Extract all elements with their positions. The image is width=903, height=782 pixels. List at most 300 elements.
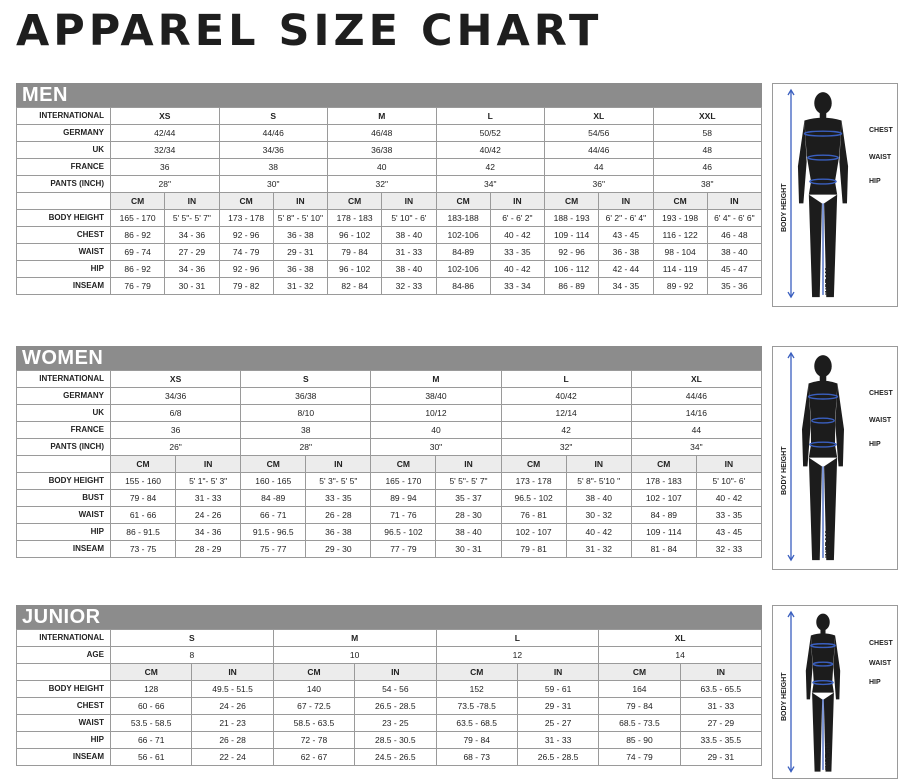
- row-label: UK: [17, 142, 111, 159]
- conversion-cell: 10: [273, 647, 436, 664]
- conversion-cell: 14: [599, 647, 762, 664]
- size-header-cell: XL: [631, 371, 761, 388]
- row-label: CHEST: [17, 227, 111, 244]
- measure-cell: 31 - 33: [517, 732, 598, 749]
- women-section: [16, 346, 762, 558]
- conversion-cell: 36/38: [241, 388, 371, 405]
- row-label: FRANCE: [17, 422, 111, 439]
- measure-cell: 84 - 89: [631, 507, 696, 524]
- unit-in-cell: IN: [517, 664, 598, 681]
- hip-label: HIP: [869, 678, 881, 686]
- measure-cell: 30 - 31: [436, 541, 501, 558]
- conversion-cell: 48: [653, 142, 762, 159]
- measure-cell: 82 - 84: [328, 278, 382, 295]
- row-label: CHEST: [17, 698, 111, 715]
- measure-row: [17, 524, 762, 541]
- measure-cell: 5' 1"- 5' 3": [176, 473, 241, 490]
- measure-cell: 79 - 81: [501, 541, 566, 558]
- measure-cell: 49.5 - 51.5: [192, 681, 273, 698]
- unit-in-cell: IN: [707, 193, 761, 210]
- size-header-cell: L: [436, 108, 545, 125]
- size-header-cell: XL: [599, 630, 762, 647]
- measure-cell: 6' - 6' 2": [490, 210, 544, 227]
- unit-cm-cell: CM: [371, 456, 436, 473]
- size-header-cell: S: [111, 630, 274, 647]
- measure-cell: 66 - 71: [111, 732, 192, 749]
- chest-label: CHEST: [869, 639, 893, 647]
- conversion-cell: 42: [501, 422, 631, 439]
- women-size-table: [16, 370, 762, 558]
- measure-cell: 29 - 31: [517, 698, 598, 715]
- measure-cell: 73 - 75: [111, 541, 176, 558]
- section-heading-junior: JUNIOR: [16, 605, 762, 629]
- measure-cell: 28 - 30: [436, 507, 501, 524]
- measure-cell: 98 - 104: [653, 244, 707, 261]
- measure-cell: 59 - 61: [517, 681, 598, 698]
- measure-cell: 23 - 25: [355, 715, 436, 732]
- conversion-row: [17, 405, 762, 422]
- unit-row-spacer: [17, 664, 111, 681]
- measure-cell: 183-188: [436, 210, 490, 227]
- measure-cell: 102-106: [436, 261, 490, 278]
- conversion-cell: 42: [436, 159, 545, 176]
- unit-cm-cell: CM: [545, 193, 599, 210]
- conversion-cell: 38: [241, 422, 371, 439]
- measure-cell: 60 - 66: [111, 698, 192, 715]
- unit-row: [17, 456, 762, 473]
- row-label: INSEAM: [17, 278, 111, 295]
- unit-row-spacer: [17, 193, 111, 210]
- row-label: PANTS (INCH): [17, 176, 111, 193]
- measure-cell: 165 - 170: [111, 210, 165, 227]
- measure-cell: 30 - 31: [165, 278, 219, 295]
- measure-cell: 35 - 36: [707, 278, 761, 295]
- measure-cell: 62 - 67: [273, 749, 354, 766]
- measure-cell: 74 - 79: [219, 244, 273, 261]
- unit-cm-cell: CM: [111, 664, 192, 681]
- measure-cell: 178 - 183: [631, 473, 696, 490]
- measure-cell: 155 - 160: [111, 473, 176, 490]
- measure-cell: 152: [436, 681, 517, 698]
- measure-cell: 66 - 71: [241, 507, 306, 524]
- measure-cell: 45 - 47: [707, 261, 761, 278]
- row-label: FRANCE: [17, 159, 111, 176]
- unit-in-cell: IN: [355, 664, 436, 681]
- unit-cm-cell: CM: [599, 664, 680, 681]
- measure-cell: 79 - 82: [219, 278, 273, 295]
- measure-row: [17, 507, 762, 524]
- conversion-cell: 14/16: [631, 405, 761, 422]
- body-silhouette: [773, 84, 897, 306]
- size-header-cell: XS: [111, 371, 241, 388]
- measure-cell: 92 - 96: [545, 244, 599, 261]
- conversion-cell: 28": [241, 439, 371, 456]
- row-label: INTERNATIONAL: [17, 630, 111, 647]
- conversion-row: [17, 630, 762, 647]
- conversion-row: [17, 125, 762, 142]
- measure-cell: 28.5 - 30.5: [355, 732, 436, 749]
- measure-cell: 86 - 89: [545, 278, 599, 295]
- measure-cell: 86 - 92: [111, 227, 165, 244]
- unit-in-cell: IN: [599, 193, 653, 210]
- row-label: HIP: [17, 524, 111, 541]
- measure-cell: 84 -89: [241, 490, 306, 507]
- conversion-cell: 40: [371, 422, 501, 439]
- conversion-cell: 32": [328, 176, 437, 193]
- row-label: HIP: [17, 732, 111, 749]
- section-heading-women: WOMEN: [16, 346, 762, 370]
- measure-cell: 35 - 37: [436, 490, 501, 507]
- row-label: BODY HEIGHT: [17, 210, 111, 227]
- unit-row-spacer: [17, 456, 111, 473]
- measure-cell: 106 - 112: [545, 261, 599, 278]
- conversion-row: [17, 647, 762, 664]
- measure-cell: 21 - 23: [192, 715, 273, 732]
- conversion-cell: 46/48: [328, 125, 437, 142]
- measure-cell: 85 - 90: [599, 732, 680, 749]
- unit-in-cell: IN: [273, 193, 327, 210]
- unit-in-cell: IN: [382, 193, 436, 210]
- measure-cell: 53.5 - 58.5: [111, 715, 192, 732]
- conversion-cell: 58: [653, 125, 762, 142]
- measure-cell: 160 - 165: [241, 473, 306, 490]
- conversion-cell: 26": [111, 439, 241, 456]
- measure-cell: 188 - 193: [545, 210, 599, 227]
- conversion-cell: 38: [219, 159, 328, 176]
- measure-cell: 76 - 81: [501, 507, 566, 524]
- measure-cell: 86 - 92: [111, 261, 165, 278]
- measure-cell: 34 - 36: [176, 524, 241, 541]
- size-header-cell: XL: [545, 108, 654, 125]
- measure-cell: 73.5 -78.5: [436, 698, 517, 715]
- unit-cm-cell: CM: [501, 456, 566, 473]
- measure-cell: 69 - 74: [111, 244, 165, 261]
- size-header-cell: S: [219, 108, 328, 125]
- unit-cm-cell: CM: [273, 664, 354, 681]
- measure-cell: 34 - 36: [165, 227, 219, 244]
- size-header-cell: M: [273, 630, 436, 647]
- measure-cell: 96 - 102: [328, 227, 382, 244]
- measure-cell: 31 - 33: [176, 490, 241, 507]
- measure-cell: 38 - 40: [382, 261, 436, 278]
- measure-cell: 54 - 56: [355, 681, 436, 698]
- conversion-cell: 40/42: [436, 142, 545, 159]
- measure-cell: 26.5 - 28.5: [517, 749, 598, 766]
- measure-cell: 38 - 40: [382, 227, 436, 244]
- measure-cell: 128: [111, 681, 192, 698]
- measure-cell: 5' 3"- 5' 5": [306, 473, 371, 490]
- measure-cell: 79 - 84: [111, 490, 176, 507]
- unit-in-cell: IN: [490, 193, 544, 210]
- measure-cell: 33 - 35: [696, 507, 761, 524]
- measure-row: [17, 261, 762, 278]
- measure-cell: 61 - 66: [111, 507, 176, 524]
- conversion-cell: 36": [545, 176, 654, 193]
- measure-cell: 40 - 42: [490, 227, 544, 244]
- measure-row: [17, 278, 762, 295]
- conversion-cell: 12/14: [501, 405, 631, 422]
- row-label: BODY HEIGHT: [17, 473, 111, 490]
- row-label: BODY HEIGHT: [17, 681, 111, 698]
- row-label: INTERNATIONAL: [17, 371, 111, 388]
- measure-row: [17, 227, 762, 244]
- measure-cell: 5' 5"- 5' 7": [165, 210, 219, 227]
- measure-cell: 116 - 122: [653, 227, 707, 244]
- measure-cell: 96.5 - 102: [501, 490, 566, 507]
- conversion-row: [17, 422, 762, 439]
- measure-row: [17, 732, 762, 749]
- measure-cell: 81 - 84: [631, 541, 696, 558]
- measure-cell: 26 - 28: [192, 732, 273, 749]
- measure-cell: 27 - 29: [680, 715, 761, 732]
- conversion-row: [17, 176, 762, 193]
- waist-label: WAIST: [869, 416, 892, 424]
- conversion-cell: 36/38: [328, 142, 437, 159]
- size-header-cell: M: [371, 371, 501, 388]
- inseam-label: INSEAM: [825, 267, 832, 295]
- measure-cell: 31 - 33: [382, 244, 436, 261]
- measure-cell: 84-89: [436, 244, 490, 261]
- unit-in-cell: IN: [696, 456, 761, 473]
- conversion-row: [17, 371, 762, 388]
- measure-row: [17, 698, 762, 715]
- measure-cell: 36 - 38: [599, 244, 653, 261]
- size-header-cell: S: [241, 371, 371, 388]
- conversion-cell: 36: [111, 159, 220, 176]
- size-header-cell: L: [436, 630, 599, 647]
- measure-cell: 5' 10"- 6': [696, 473, 761, 490]
- measure-cell: 40 - 42: [490, 261, 544, 278]
- measure-cell: 63.5 - 68.5: [436, 715, 517, 732]
- measure-cell: 56 - 61: [111, 749, 192, 766]
- conversion-cell: 34/36: [111, 388, 241, 405]
- measure-cell: 102-106: [436, 227, 490, 244]
- conversion-cell: 34": [436, 176, 545, 193]
- measure-cell: 6' 2" - 6' 4": [599, 210, 653, 227]
- conversion-cell: 34/36: [219, 142, 328, 159]
- junior-figure-panel: [772, 605, 898, 779]
- body-silhouette: [773, 606, 897, 778]
- measure-cell: 33 - 35: [490, 244, 544, 261]
- measure-cell: 42 - 44: [599, 261, 653, 278]
- measure-cell: 24.5 - 26.5: [355, 749, 436, 766]
- measure-cell: 34 - 35: [599, 278, 653, 295]
- measure-cell: 72 - 78: [273, 732, 354, 749]
- measure-cell: 43 - 45: [696, 524, 761, 541]
- measure-cell: 26 - 28: [306, 507, 371, 524]
- unit-in-cell: IN: [436, 456, 501, 473]
- measure-cell: 102 - 107: [501, 524, 566, 541]
- conversion-cell: 32/34: [111, 142, 220, 159]
- measure-cell: 40 - 42: [566, 524, 631, 541]
- measure-cell: 109 - 114: [631, 524, 696, 541]
- measure-cell: 31 - 32: [566, 541, 631, 558]
- inseam-label: INSEAM: [825, 530, 832, 558]
- unit-cm-cell: CM: [111, 193, 165, 210]
- measure-cell: 5' 10" - 6': [382, 210, 436, 227]
- measure-cell: 25 - 27: [517, 715, 598, 732]
- conversion-cell: 8/10: [241, 405, 371, 422]
- measure-cell: 102 - 107: [631, 490, 696, 507]
- measure-cell: 58.5 - 63.5: [273, 715, 354, 732]
- measure-row: [17, 541, 762, 558]
- conversion-cell: 50/52: [436, 125, 545, 142]
- measure-cell: 32 - 33: [696, 541, 761, 558]
- unit-cm-cell: CM: [436, 664, 517, 681]
- measure-cell: 36 - 38: [273, 227, 327, 244]
- conversion-cell: 40: [328, 159, 437, 176]
- measure-cell: 32 - 33: [382, 278, 436, 295]
- row-label: AGE: [17, 647, 111, 664]
- measure-cell: 193 - 198: [653, 210, 707, 227]
- measure-cell: 24 - 26: [192, 698, 273, 715]
- conversion-row: [17, 388, 762, 405]
- unit-in-cell: IN: [176, 456, 241, 473]
- conversion-cell: 6/8: [111, 405, 241, 422]
- body-height-label: BODY HEIGHT: [781, 183, 788, 232]
- measure-cell: 109 - 114: [545, 227, 599, 244]
- measure-cell: 26.5 - 28.5: [355, 698, 436, 715]
- row-label: GERMANY: [17, 388, 111, 405]
- hip-label: HIP: [869, 177, 881, 185]
- measure-cell: 43 - 45: [599, 227, 653, 244]
- row-label: WAIST: [17, 244, 111, 261]
- junior-size-table: [16, 629, 762, 766]
- unit-cm-cell: CM: [436, 193, 490, 210]
- unit-in-cell: IN: [566, 456, 631, 473]
- row-label: PANTS (INCH): [17, 439, 111, 456]
- measure-row: [17, 715, 762, 732]
- hip-label: HIP: [869, 440, 881, 448]
- size-header-cell: L: [501, 371, 631, 388]
- conversion-cell: 44/46: [631, 388, 761, 405]
- measure-cell: 24 - 26: [176, 507, 241, 524]
- measure-cell: 34 - 36: [165, 261, 219, 278]
- chest-label: CHEST: [869, 127, 893, 135]
- measure-cell: 68 - 73: [436, 749, 517, 766]
- chest-label: CHEST: [869, 390, 893, 398]
- unit-cm-cell: CM: [653, 193, 707, 210]
- measure-cell: 29 - 31: [680, 749, 761, 766]
- measure-cell: 30 - 32: [566, 507, 631, 524]
- men-size-table: [16, 107, 762, 295]
- conversion-cell: 38": [653, 176, 762, 193]
- unit-in-cell: IN: [306, 456, 371, 473]
- conversion-cell: 40/42: [501, 388, 631, 405]
- measure-cell: 96 - 102: [328, 261, 382, 278]
- body-silhouette: [773, 347, 897, 569]
- measure-cell: 36 - 38: [306, 524, 371, 541]
- measure-cell: 67 - 72.5: [273, 698, 354, 715]
- measure-cell: 33 - 35: [306, 490, 371, 507]
- conversion-cell: 12: [436, 647, 599, 664]
- row-label: HIP: [17, 261, 111, 278]
- measure-row: [17, 490, 762, 507]
- measure-cell: 46 - 48: [707, 227, 761, 244]
- measure-cell: 29 - 31: [273, 244, 327, 261]
- measure-cell: 36 - 38: [273, 261, 327, 278]
- conversion-row: [17, 439, 762, 456]
- measure-cell: 33 - 34: [490, 278, 544, 295]
- measure-cell: 68.5 - 73.5: [599, 715, 680, 732]
- measure-cell: 33.5 - 35.5: [680, 732, 761, 749]
- unit-in-cell: IN: [192, 664, 273, 681]
- conversion-cell: 44: [631, 422, 761, 439]
- unit-cm-cell: CM: [111, 456, 176, 473]
- measure-cell: 76 - 79: [111, 278, 165, 295]
- page-title: APPAREL SIZE CHART: [16, 6, 603, 56]
- measure-row: [17, 244, 762, 261]
- measure-cell: 28 - 29: [176, 541, 241, 558]
- measure-cell: 89 - 92: [653, 278, 707, 295]
- measure-cell: 77 - 79: [371, 541, 436, 558]
- measure-row: [17, 210, 762, 227]
- size-header-cell: M: [328, 108, 437, 125]
- row-label: WAIST: [17, 507, 111, 524]
- unit-cm-cell: CM: [219, 193, 273, 210]
- measure-cell: 71 - 76: [371, 507, 436, 524]
- measure-cell: 5' 5"- 5' 7": [436, 473, 501, 490]
- measure-cell: 6' 4" - 6' 6": [707, 210, 761, 227]
- measure-cell: 173 - 178: [501, 473, 566, 490]
- conversion-row: [17, 142, 762, 159]
- men-figure-panel: [772, 83, 898, 307]
- conversion-cell: 54/56: [545, 125, 654, 142]
- measure-row: [17, 749, 762, 766]
- measure-row: [17, 473, 762, 490]
- unit-cm-cell: CM: [241, 456, 306, 473]
- measure-cell: 165 - 170: [371, 473, 436, 490]
- conversion-cell: 30": [219, 176, 328, 193]
- measure-cell: 79 - 84: [436, 732, 517, 749]
- measure-cell: 84-86: [436, 278, 490, 295]
- measure-cell: 29 - 30: [306, 541, 371, 558]
- measure-cell: 38 - 40: [566, 490, 631, 507]
- conversion-cell: 44/46: [219, 125, 328, 142]
- conversion-cell: 32": [501, 439, 631, 456]
- row-label: INTERNATIONAL: [17, 108, 111, 125]
- measure-cell: 96.5 - 102: [371, 524, 436, 541]
- row-label: GERMANY: [17, 125, 111, 142]
- junior-section: [16, 605, 762, 766]
- measure-cell: 31 - 33: [680, 698, 761, 715]
- measure-cell: 173 - 178: [219, 210, 273, 227]
- measure-cell: 74 - 79: [599, 749, 680, 766]
- conversion-cell: 36: [111, 422, 241, 439]
- conversion-cell: 44/46: [545, 142, 654, 159]
- row-label: INSEAM: [17, 541, 111, 558]
- conversion-cell: 8: [111, 647, 274, 664]
- measure-cell: 5' 8" - 5' 10": [273, 210, 327, 227]
- unit-row: [17, 664, 762, 681]
- measure-cell: 178 - 183: [328, 210, 382, 227]
- row-label: WAIST: [17, 715, 111, 732]
- measure-cell: 31 - 32: [273, 278, 327, 295]
- conversion-row: [17, 159, 762, 176]
- conversion-row: [17, 108, 762, 125]
- unit-in-cell: IN: [680, 664, 761, 681]
- measure-cell: 63.5 - 65.5: [680, 681, 761, 698]
- conversion-cell: 38/40: [371, 388, 501, 405]
- measure-cell: 114 - 119: [653, 261, 707, 278]
- measure-cell: 140: [273, 681, 354, 698]
- body-height-label: BODY HEIGHT: [781, 672, 788, 722]
- waist-label: WAIST: [869, 153, 892, 161]
- measure-cell: 75 - 77: [241, 541, 306, 558]
- measure-cell: 86 - 91.5: [111, 524, 176, 541]
- measure-cell: 92 - 96: [219, 261, 273, 278]
- measure-cell: 89 - 94: [371, 490, 436, 507]
